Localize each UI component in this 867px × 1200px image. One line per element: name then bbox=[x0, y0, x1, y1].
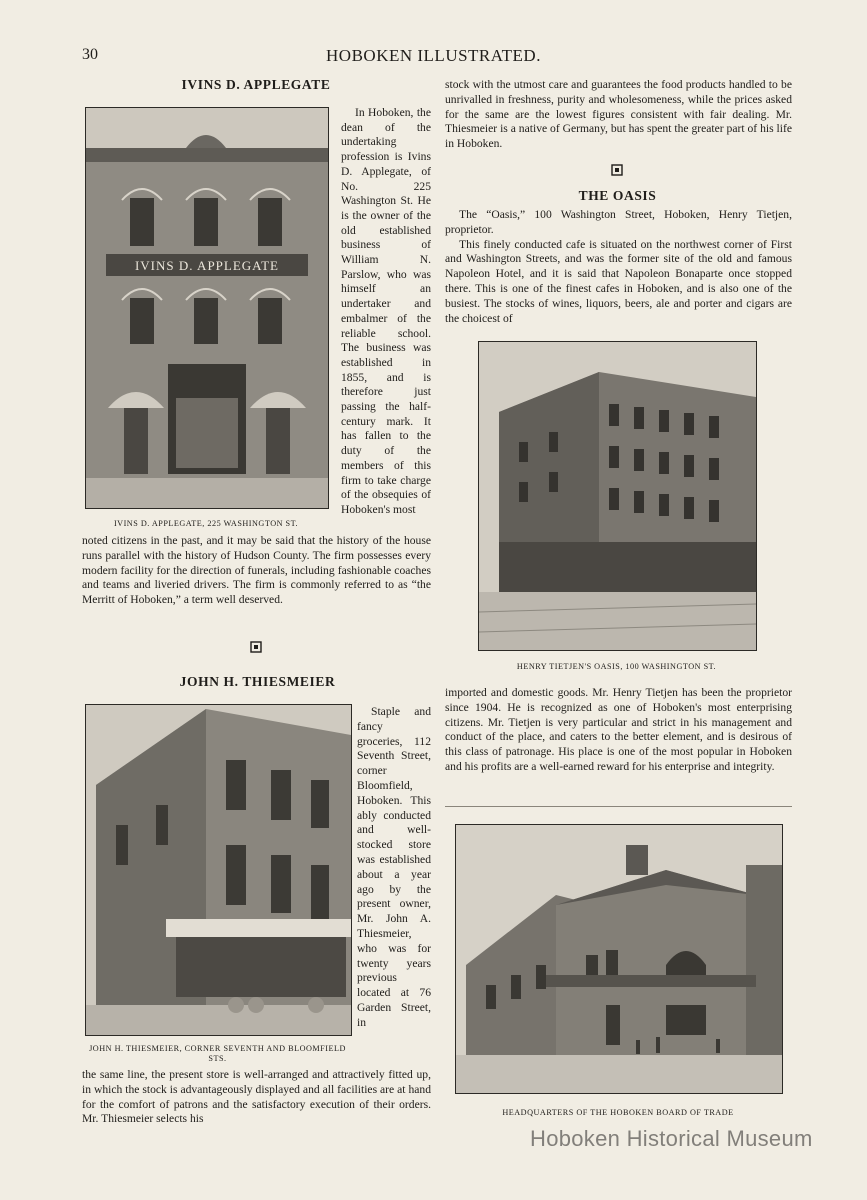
oasis-heading: THE OASIS bbox=[578, 188, 657, 203]
applegate-heading: IVINS D. APPLEGATE bbox=[181, 77, 331, 92]
thiesmeier-caption: JOHN H. THIESMEIER, CORNER SEVENTH AND BLOOMFIELD STS. bbox=[89, 1044, 346, 1063]
thiesmeier-column-paragraph: Staple and fancy groceries, 112 Seventh Street, corner Bloomfield, Hoboken. This ably conducted and well-stocked store was established about a year ago by the present owner, Mr. John A. Thiesmeier, who was for twenty years previous located at 76 Garden Street, in bbox=[357, 705, 431, 1029]
page-number: 30 bbox=[82, 46, 98, 63]
section-ornament-icon bbox=[250, 641, 262, 653]
section-divider bbox=[445, 806, 792, 807]
thiesmeier-full-text bbox=[82, 1068, 431, 1127]
running-title: HOBOKEN ILLUSTRATED. bbox=[326, 46, 541, 65]
thiesmeier-continued-text bbox=[445, 78, 792, 152]
applegate-column-paragraph: In Hoboken, the dean of the undertaking profession is Ivins D. Applegate, of No. 225 Washington St. He is the owner of the old established business of William N. Parslow, who was himself an undertaker and embalmer of the reliable school. The business was established in 1855, and is therefore just passing the half-century mark. It has fallen to the duty of the members of this firm to take charge of the obsequies of Hoboken's most bbox=[341, 106, 431, 516]
thiesmeier-continued-paragraph: stock with the utmost care and guarantees the food products handled to be unrivalled in freshness, purity and wholesomeness, while the prices asked for the same are the lowest figures consistent with fair dealing. Mr. Thiesmeier is a native of Germany, but has spent the greater part of his life in Hoboken. bbox=[445, 78, 792, 151]
oasis-intro: The “Oasis,” 100 Washington Street, Hoboken, Henry Tietjen, proprietor. bbox=[445, 208, 792, 236]
oasis-body: This finely conducted cafe is situated on the northwest corner of First and Washington Streets, and was the former site of the old and famous Napoleon Hotel, and it is said that Napoleon Bonaparte once stopped there. This is one of the finest cafes in Hoboken, and is also one of the busiest. The stocks of wines, liquors, beers, ale and porter and cigars are the choicest of bbox=[445, 237, 792, 325]
museum-watermark: Hoboken Historical Museum bbox=[530, 1126, 813, 1151]
board-of-trade-caption: HEADQUARTERS OF THE HOBOKEN BOARD OF TRADE bbox=[502, 1108, 734, 1117]
section-ornament-icon bbox=[611, 164, 623, 176]
oasis-text bbox=[445, 208, 792, 326]
applegate-column-text bbox=[341, 106, 431, 518]
applegate-full-text bbox=[82, 534, 431, 608]
oasis-photo bbox=[478, 341, 757, 651]
thiesmeier-full-paragraph: the same line, the present store is well-arranged and attractively fitted up, in which the stock is advantageously displayed and all facilities are at hand for the comfort of patrons and the satisfactory execution of their orders. Mr. Thiesmeier selects his bbox=[82, 1068, 431, 1126]
applegate-full-paragraph: noted citizens in the past, and it may be said that the history of the house runs parallel with the history of Hudson County. The firm possesses every modern facility for the direction of funerals, including fashionable coaches and teams and liveried drivers. The firm is commonly referred to as “the Merritt of Hoboken,” a term well deserved. bbox=[82, 534, 431, 607]
thiesmeier-photo bbox=[85, 704, 352, 1036]
applegate-caption: IVINS D. APPLEGATE, 225 WASHINGTON ST. bbox=[113, 519, 299, 528]
applegate-photo bbox=[85, 107, 329, 509]
oasis-continued-paragraph: imported and domestic goods. Mr. Henry Tietjen has been the proprietor since 1904. He is recognized as one of Hoboken's most enterprising citizens. Mr. Tietjen is very particular and strict in his management and conduct of the place, and caters to the better element, and is desirous of this class of patronage. His place is one of the most popular in Hoboken and his profits are a well-earned reward for his enterprise and integrity. bbox=[445, 686, 792, 773]
oasis-continued-text bbox=[445, 686, 792, 775]
thiesmeier-heading: JOHN H. THIESMEIER bbox=[179, 674, 336, 689]
oasis-caption: HENRY TIETJEN'S OASIS, 100 WASHINGTON ST. bbox=[516, 662, 717, 671]
board-of-trade-photo bbox=[455, 824, 783, 1094]
thiesmeier-column-text bbox=[357, 705, 431, 1031]
applegate-sign: IVINS D. APPLEGATE bbox=[134, 258, 280, 273]
